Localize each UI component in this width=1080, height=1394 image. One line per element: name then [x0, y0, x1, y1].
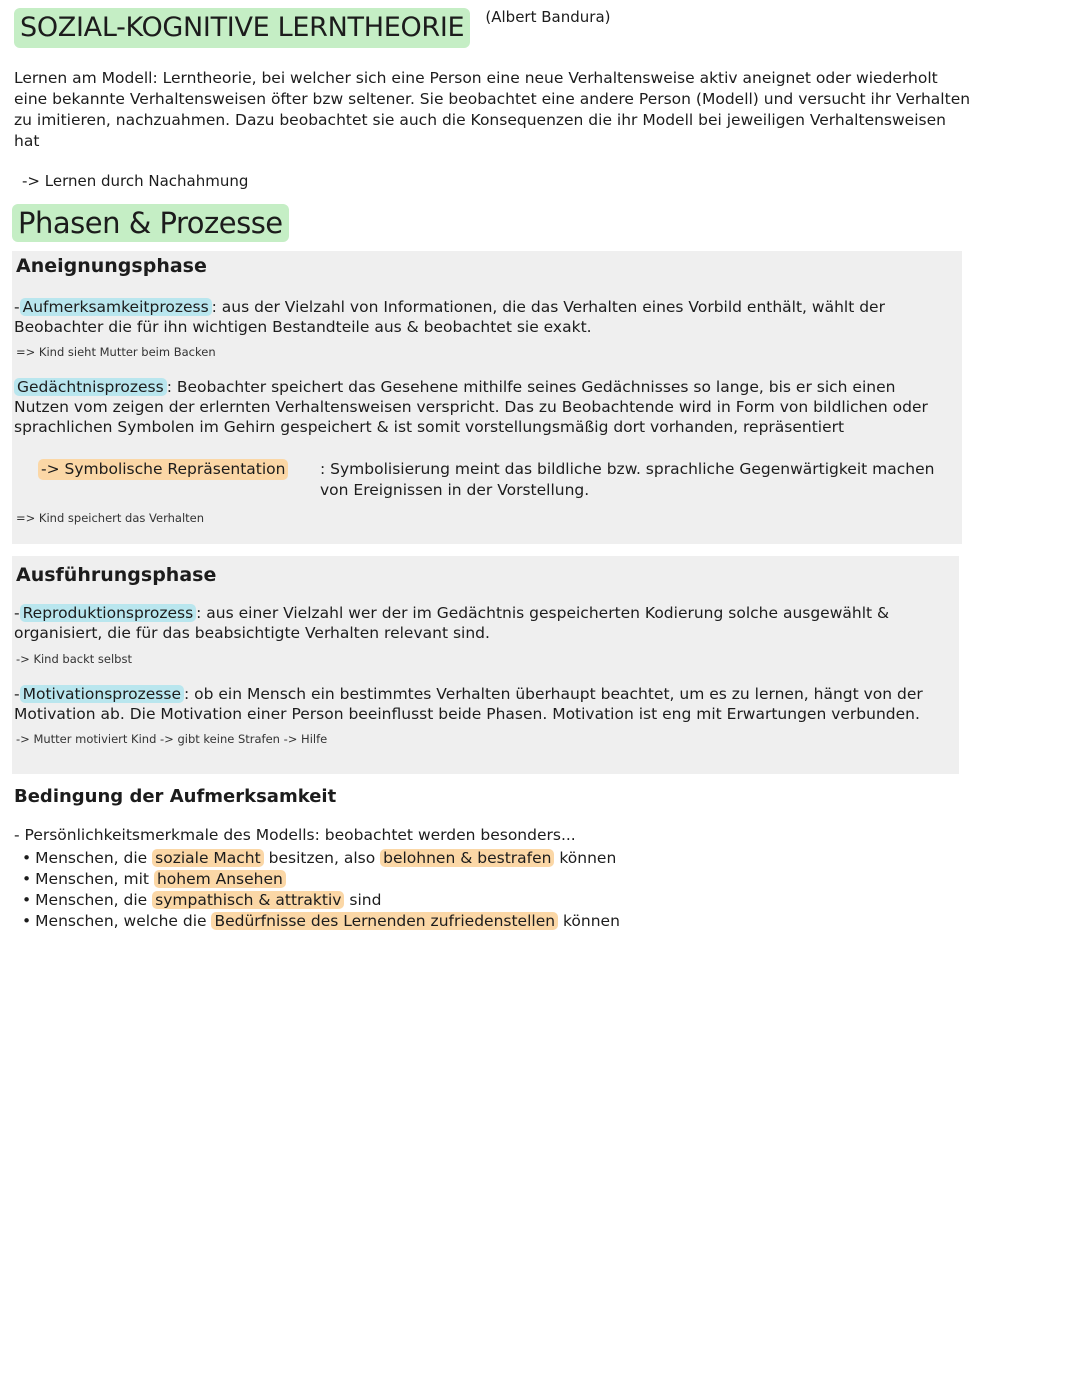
execution-phase-panel: [12, 556, 959, 774]
attention-process-text: : aus der Vielzahl von Informationen, die das Verhalten eines Vorbild enthält, wählt der Beobachter die für ihn wichtigen Bestandteile aus & beobachtet sie exakt.: [14, 298, 885, 336]
intro-paragraph: [14, 68, 974, 152]
reproduction-process-text: : aus einer Vielzahl wer der im Gedächtnis gespeicherten Kodierung solche ausgewählt & organisiert, die für das beabsichtigte Verhalten relevant sind.: [14, 604, 890, 642]
keyword-highlight: sympathisch & attraktiv: [152, 891, 344, 909]
keyword-highlight: hohem Ansehen: [154, 870, 286, 888]
symbolic-representation-term: -> Symbolische Repräsentation: [38, 459, 288, 480]
reproduction-example: -> Kind backt selbst: [16, 652, 132, 666]
motivation-process-term: Motivationsprozesse: [20, 685, 184, 703]
acquisition-phase-panel: [12, 251, 962, 544]
list-item: • Menschen, die soziale Macht besitzen, also belohnen & bestrafen können: [14, 848, 620, 869]
conditions-title: Bedingung der Aufmerksamkeit: [14, 786, 337, 807]
list-item: • Menschen, die sympathisch & attraktiv sind: [14, 890, 620, 911]
conditions-intro: - Persönlichkeitsmerkmale des Modells: beobachtet werden besonders...: [14, 826, 576, 844]
intro-summary: -> Lernen durch Nachahmung: [22, 172, 249, 190]
intro-term: Lernen am Modell:: [14, 69, 158, 87]
memory-process-text: : Beobachter speichert das Gesehene mithilfe seines Gedächnisses so lange, bis er sich einen Nutzen vom zeigen der erlernten Verhaltensweisen verspricht. Das zu Beobachtende wird in Form von bildlichen oder sprachlichen Symbolen im Gehirn gespeichert & ist somit vorstellungsmäßig dort vorhanden, repräsentiert: [14, 378, 928, 436]
reproduction-process: - Reproduktionsprozess : aus einer Vielzahl wer der im Gedächtnis gespeicherten Kodierung solche ausgewählt & organisiert, die für das beabsichtigte Verhalten relevant sind.: [14, 604, 890, 642]
memory-example: => Kind speichert das Verhalten: [16, 511, 205, 525]
intro-text: Lerntheorie, bei welcher sich eine Person eine neue Verhaltensweise aktiv aneignet oder wiederholt eine bekannte Verhaltensweisen öfter bzw seltener. Sie beobachtet eine andere Person (Modell) und versucht ihr Verhalten zu imitieren, nachzuahmen. Dazu beobachtet sie auch die Konsequenzen die ihr Modell bei jeweiligen Verhaltensweisen hat: [14, 69, 971, 150]
keyword-highlight: Bedürfnisse des Lernenden zufriedenstellen: [211, 912, 558, 930]
acquisition-phase-title: Aneignungsphase: [16, 255, 207, 277]
motivation-process: - Motivationsprozesse : ob ein Mensch ein bestimmtes Verhalten überhaupt beachtet, um es zu lernen, hängt von der Motivation ab. Die Motivation einer Person beeinflusst beide Phasen. Motivation ist eng mit Erwartungen verbunden.: [14, 685, 923, 723]
memory-process-term: Gedächtnisprozess: [14, 378, 167, 396]
keyword-highlight: soziale Macht: [152, 849, 264, 867]
author-name: (Albert Bandura): [485, 8, 611, 26]
attention-process-term: Aufmerksamkeitprozess: [20, 298, 212, 316]
list-item: • Menschen, welche die Bedürfnisse des Lernenden zufriedenstellen können: [14, 911, 620, 932]
section-title-phases: Phasen & Prozesse: [12, 204, 289, 242]
list-item: • Menschen, mit hohem Ansehen: [14, 869, 620, 890]
title-row: [14, 8, 610, 48]
page-title: SOZIAL-KOGNITIVE LERNTHEORIE: [14, 8, 470, 48]
motivation-example: -> Mutter motiviert Kind -> gibt keine Strafen -> Hilfe: [16, 732, 328, 746]
attention-example: => Kind sieht Mutter beim Backen: [16, 345, 216, 359]
keyword-highlight: belohnen & bestrafen: [380, 849, 554, 867]
attention-process: - Aufmerksamkeitprozess : aus der Vielzahl von Informationen, die das Verhalten eines Vorbild enthält, wählt der Beobachter die für ihn wichtigen Bestandteile aus & beobachtet sie exakt.: [14, 298, 885, 336]
reproduction-process-term: Reproduktionsprozess: [20, 604, 197, 622]
conditions-list: [14, 848, 620, 932]
memory-process: [14, 377, 954, 437]
motivation-process-text: : ob ein Mensch ein bestimmtes Verhalten überhaupt beachtet, um es zu lernen, hängt von der Motivation ab. Die Motivation einer Person beeinflusst beide Phasen. Motivation ist eng mit Erwartungen verbunden.: [14, 685, 923, 723]
execution-phase-title: Ausführungsphase: [16, 564, 217, 586]
symbolic-representation-text: : Symbolisierung meint das bildliche bzw. sprachliche Gegenwärtigkeit machen von Ereignissen in der Vorstellung.: [320, 460, 935, 499]
